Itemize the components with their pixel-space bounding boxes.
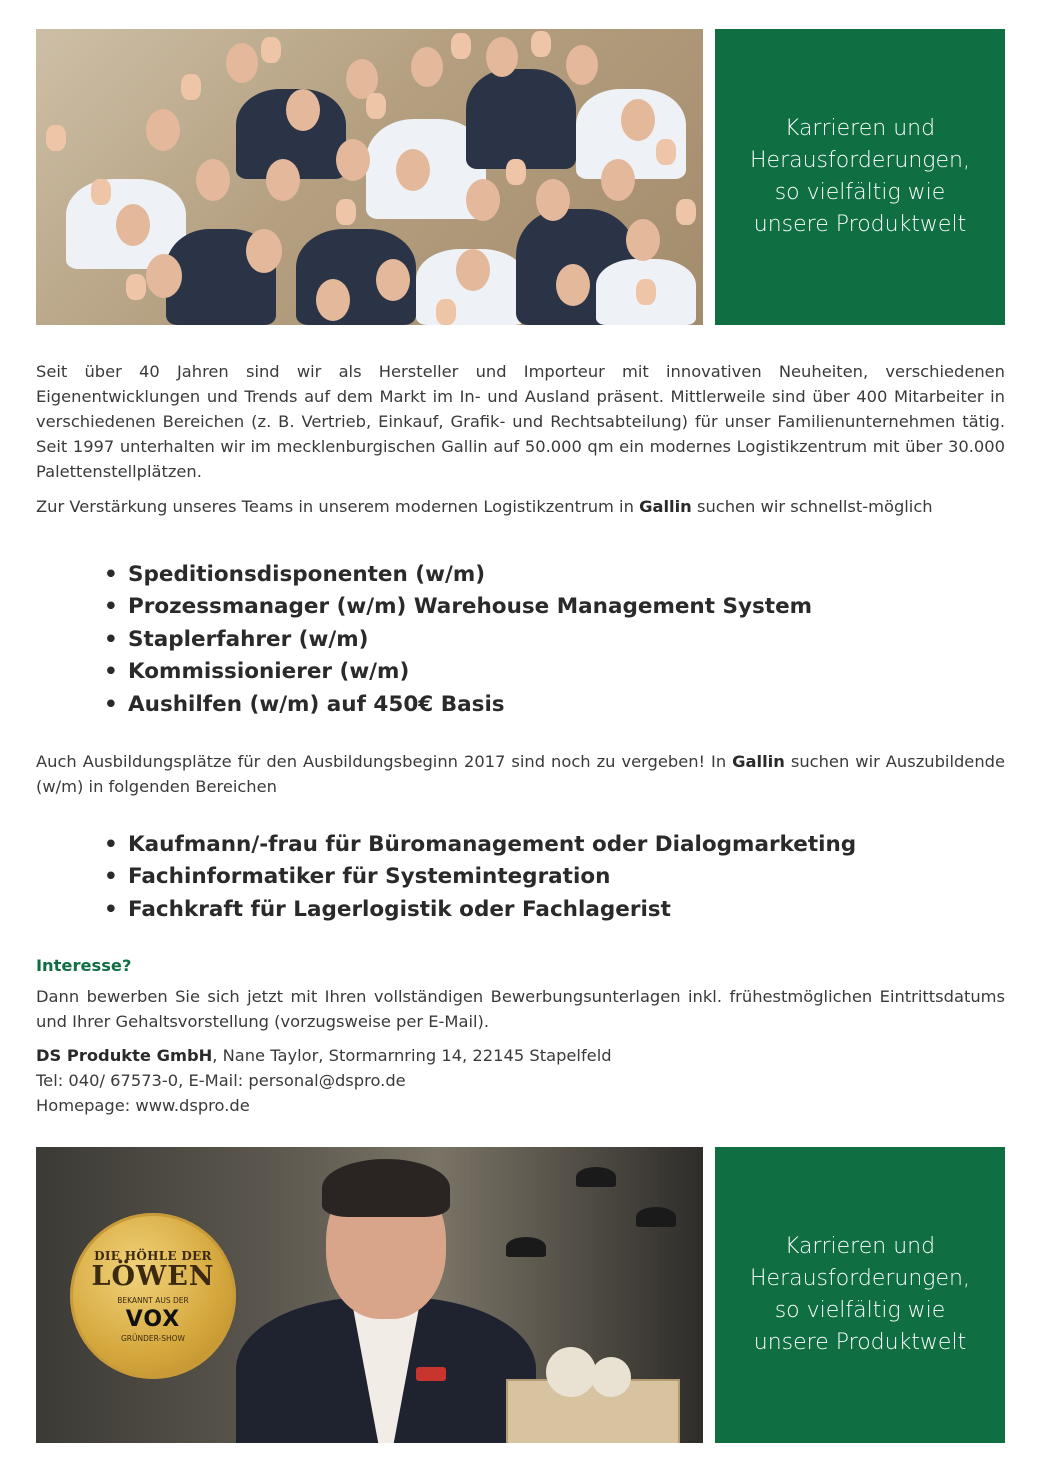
tagline-line: Karrieren und (784, 116, 936, 141)
tagline-line: Herausforderungen, (750, 1266, 970, 1291)
job-item: • Prozessmanager (w/m) Warehouse Management System (104, 591, 812, 623)
job-list (104, 559, 812, 721)
tagline-line: unsere Produktwelt (753, 1330, 967, 1355)
paragraph-text: Zur Verstärkung unseres Teams in unserem modernen Logistikzentrum in (36, 497, 640, 516)
training-paragraph (36, 749, 1005, 799)
company-address: , Nane Taylor, Stormarnring 14, 22145 Stapelfeld (212, 1046, 612, 1065)
job-item: • Speditionsdisponenten (w/m) (104, 559, 812, 591)
search-paragraph (36, 494, 1005, 519)
apply-paragraph: Dann bewerben Sie sich jetzt mit Ihren vollständigen Bewerbungsunterlagen inkl. frühestmöglichen Eintrittsdatums und Ihrer Gehaltsvorstellung (vorzugsweise per E-Mail). (36, 987, 1005, 1031)
seal-line: DIE HÖHLE DER (94, 1249, 212, 1263)
tagline-line: Karrieren und (784, 1234, 936, 1259)
contact-phone-email[interactable]: Tel: 040/ 67573-0, E-Mail: personal@dspro.de (36, 1071, 406, 1090)
tv-show-seal (70, 1213, 236, 1379)
job-item: • Staplerfahrer (w/m) (104, 624, 812, 656)
apprenticeship-item: • Kaufmann/-frau für Büromanagement oder Dialogmarketing (104, 829, 856, 861)
tagline-box-top (715, 29, 1005, 325)
founder-photo (36, 1147, 703, 1443)
contact-block (36, 1043, 612, 1118)
tagline-line: unsere Produktwelt (753, 212, 967, 237)
team-photo (36, 29, 703, 325)
tagline-line: so vielfältig wie (774, 180, 946, 205)
apprenticeship-list (104, 829, 856, 926)
paragraph-text: Auch Ausbildungsplätze für den Ausbildungsbeginn 2017 sind noch zu vergeben! In (36, 752, 733, 771)
location-bold: Gallin (639, 497, 692, 516)
intro-paragraph: Seit über 40 Jahren sind wir als Hersteller und Importeur mit innovativen Neuheiten, verschiedenen Eigenentwicklungen und Trends auf dem Markt im In- und Ausland präsent. Mittlerweile sind über 400 Mitarbeiter in verschiedenen Bereichen (z. B. Vertrieb, Einkauf, Grafik- und Rechtsabteilung) für unser Familienunternehmen tätig. Seit 1997 unterhalten wir im mecklenburgischen Gallin auf 50.000 qm ein modernes Logistikzentrum mit über 30.000 Palettenstellplätzen. (36, 362, 1005, 481)
seal-title: LÖWEN (91, 1261, 215, 1292)
seal-line: GRÜNDER-SHOW (121, 1334, 185, 1343)
tagline-box-bottom (715, 1147, 1005, 1443)
paragraph-text: suchen wir schnellst-möglich (691, 497, 933, 516)
interest-heading: Interesse? (36, 956, 132, 975)
apprenticeship-item: • Fachinformatiker für Systemintegration (104, 861, 856, 893)
job-item: • Kommissionierer (w/m) (104, 656, 812, 688)
tagline-line: Herausforderungen, (750, 148, 970, 173)
job-item: • Aushilfen (w/m) auf 450€ Basis (104, 689, 812, 721)
location-bold: Gallin (732, 752, 785, 771)
company-name: DS Produkte GmbH (36, 1046, 213, 1065)
seal-line: BEKANNT AUS DER (117, 1296, 189, 1305)
paragraph-text: suchen wir Auszubildende (w/m) in folgenden Bereichen (36, 752, 1005, 796)
vox-logo: VOX (125, 1307, 181, 1332)
apprenticeship-item: • Fachkraft für Lagerlogistik oder Fachlagerist (104, 894, 856, 926)
tagline-line: so vielfältig wie (774, 1298, 946, 1323)
contact-homepage[interactable]: Homepage: www.dspro.de (36, 1096, 250, 1115)
